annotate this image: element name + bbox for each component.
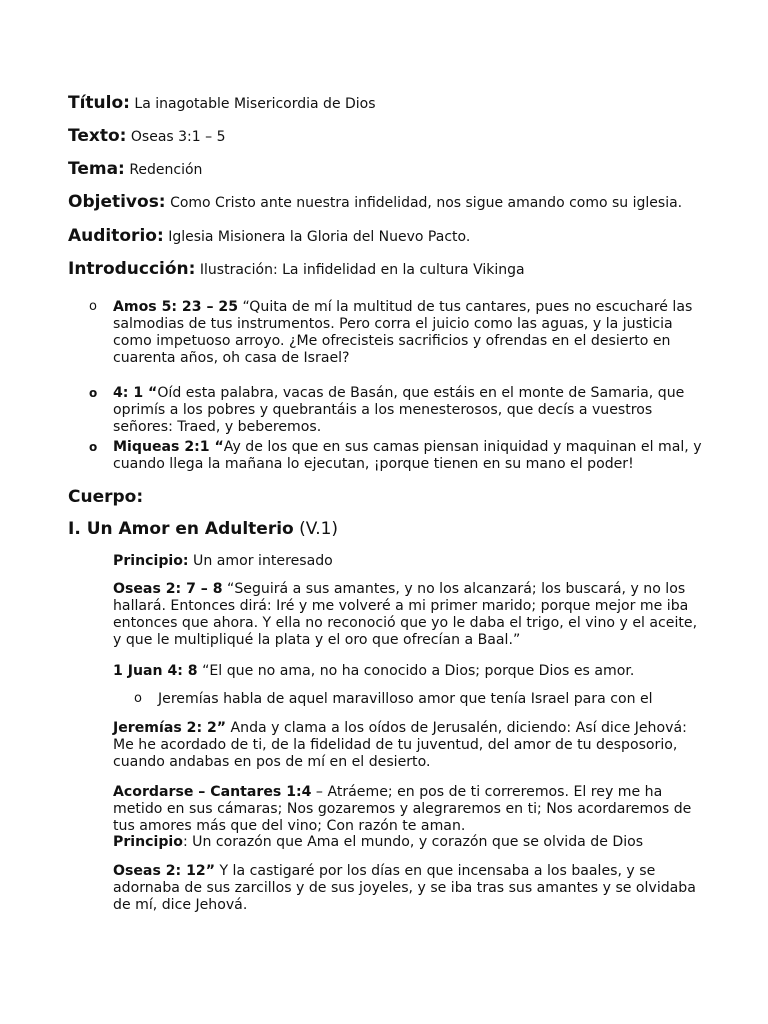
auditorio-label: Auditorio: (68, 226, 164, 246)
objetivos-value: Como Cristo ante nuestra infidelidad, nos sigue amando como su iglesia. (170, 195, 683, 211)
principio-label: Principio (113, 834, 183, 850)
scripture-ref: Acordarse – Cantares 1:4 (113, 784, 312, 800)
scripture-text: Oíd esta palabra, vacas de Basán, que estáis en el monte de Samaria, que oprimís a los pobres y quebrantáis a los menesterosos, que decís a vuestros señores: Traed, y beberemos. (113, 385, 685, 435)
tema-line (68, 159, 202, 179)
scripture-ref: 1 Juan 4: 8 (113, 663, 198, 679)
scripture-ref: Amos 5: 23 – 25 (113, 299, 239, 315)
tema-label: Tema: (68, 159, 125, 179)
auditorio-value: Iglesia Misionera la Gloria del Nuevo Pacto. (168, 229, 471, 245)
bullet-marker: o (89, 386, 98, 400)
scripture-ref: Oseas 2: 12” (113, 863, 215, 879)
principio-line (113, 553, 703, 570)
principio-line (113, 834, 703, 851)
auditorio-line (68, 226, 470, 246)
titulo-label: Título: (68, 93, 130, 113)
tema-value: Redención (129, 162, 203, 178)
principio-text: Un amor interesado (188, 553, 333, 569)
introduccion-line (68, 259, 525, 279)
texto-value: Oseas 3:1 – 5 (130, 129, 226, 145)
bullet-marker: o (89, 440, 98, 454)
section-heading (68, 519, 338, 539)
oseas-2-12-block (113, 863, 703, 914)
jeremias-bullet: Jeremías habla de aquel maravilloso amor que tenía Israel para con el (158, 691, 653, 707)
scripture-ref: Jeremías 2: 2” (113, 720, 227, 736)
oseas-2-7-block (113, 581, 703, 649)
titulo-line (68, 93, 376, 113)
section-ref: (V.1) (293, 519, 339, 539)
principio-label: Principio: (113, 553, 189, 569)
scripture-ref: 4: 1 “ (113, 385, 158, 401)
objetivos-line (68, 192, 682, 212)
jeremias-2-2-block (113, 720, 703, 771)
scripture-ref: Miqueas 2:1 “ (113, 439, 224, 455)
cuerpo-heading: Cuerpo: (68, 487, 144, 507)
principio-text: : Un corazón que Ama el mundo, y corazón que se olvida de Dios (182, 834, 644, 850)
texto-line (68, 126, 225, 146)
bullet-marker: o (134, 691, 142, 706)
juan-4-8-block (113, 663, 703, 680)
introduccion-value: Ilustración: La infidelidad en la cultura Vikinga (199, 262, 525, 278)
scripture-text: “El que no ama, no ha conocido a Dios; porque Dios es amor. (197, 663, 635, 679)
scripture-text: Ay de los que en sus camas piensan iniquidad y maquinan el mal, y cuando llega la mañana lo ejecutan, ¡porque tienen en su mano el poder! (113, 439, 702, 472)
introduccion-label: Introducción: (68, 259, 196, 279)
cantares-1-4-block (113, 784, 703, 835)
intro-bullet-amos (113, 299, 693, 367)
bullet-marker: o (89, 299, 97, 314)
intro-bullet-miqueas (113, 439, 703, 473)
titulo-value: La inagotable Misericordia de Dios (134, 96, 376, 112)
objetivos-label: Objetivos: (68, 192, 166, 212)
scripture-text: “Seguirá a sus amantes, y no los alcanzará; los buscará, y no los hallará. Entonces dirá: Iré y me volveré a mi primer marido; porque mejor me iba entonces que ahora. Y ella no reconoció que yo le daba el trigo, el vino y el aceite, y que le multipliqué la plata y el oro que ofrecían a Baal.” (113, 581, 698, 648)
scripture-text: “Quita de mí la multitud de tus cantares, pues no escucharé las salmodias de tus instrumentos. Pero corra el juicio como las aguas, y la justicia como impetuoso arroyo. ¿Me ofrecisteis sacrificios y ofrendas en el desierto en cuarenta años, oh casa de Israel? (113, 299, 693, 366)
scripture-text: Anda y clama a los oídos de Jerusalén, diciendo: Así dice Jehová: Me he acordado de ti, de la fidelidad de tu juventud, del amor de tu desposorio, cuando andabas en pos de mí en el desierto. (113, 720, 687, 770)
scripture-text: Y la castigaré por los días en que incensaba a los baales, y se adornaba de sus zarcillos y de sus joyeles, y se iba tras sus amantes y se olvidaba de mí, dice Jehová. (113, 863, 696, 913)
texto-label: Texto: (68, 126, 127, 146)
scripture-ref: Oseas 2: 7 – 8 (113, 581, 223, 597)
section-title: I. Un Amor en Adulterio (68, 519, 294, 539)
intro-bullet-amos-4 (113, 385, 693, 436)
scripture-text: – Atráeme; en pos de ti correremos. El rey me ha metido en sus cámaras; Nos gozaremos y alegraremos en ti; Nos acordaremos de tus amores más que del vino; Con razón te aman. (113, 784, 692, 834)
